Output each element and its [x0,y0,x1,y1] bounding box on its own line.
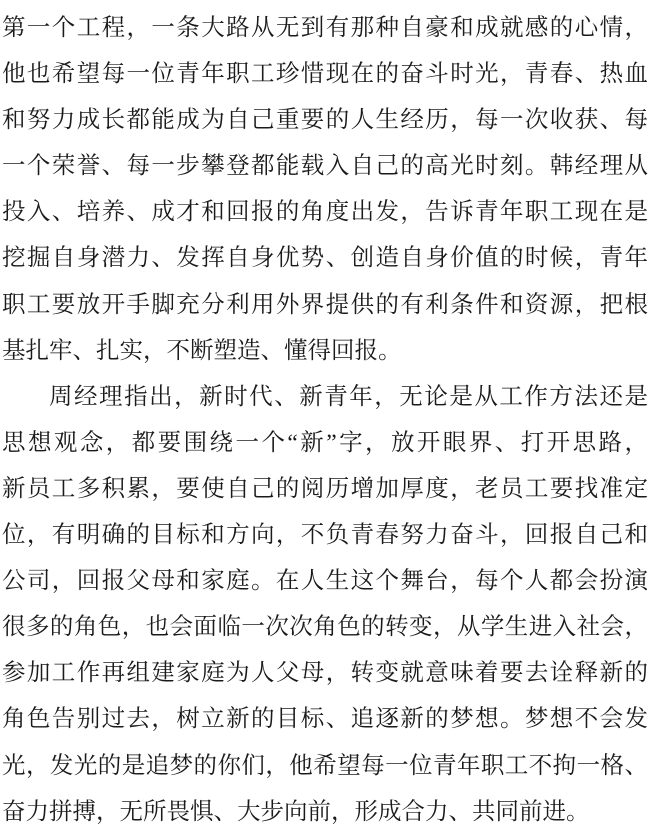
paragraph-zhou-manager [2,374,648,835]
text-line: 职工要放开手脚充分利用外界提供的有利条件和资源，把根 [2,291,648,318]
text-line: 思想观念，都要围绕一个“新”字，放开眼界、打开思路， [2,429,648,456]
text-line: 参加工作再组建家庭为人父母，转变就意味着要去诠释新的 [2,660,648,687]
text-line: 周经理指出，新时代、新青年，无论是从工作方法还是 [49,383,648,410]
text-line: 他也希望每一位青年职工珍惜现在的奋斗时光，青春、热血 [2,61,648,88]
text-line: 投入、培养、成才和回报的角度出发，告诉青年职工现在是 [2,199,648,226]
text-line: 第一个工程，一条大路从无到有那种自豪和成就感的心情， [2,15,648,41]
text-line: 位，有明确的目标和方向，不负青春努力奋斗，回报自己和 [2,522,648,549]
text-line: 很多的角色，也会面临一次次角色的转变，从学生进入社会， [2,614,648,641]
text-line: 挖掘自身潜力、发挥自身优势、创造自身价值的时候，青年 [2,245,648,272]
text-line: 基扎牢、扎实，不断塑造、懂得回报。 [2,337,402,364]
text-line: 一个荣誉、每一步攀登都能载入自己的高光时刻。韩经理从 [2,153,648,180]
text-line: 光，发光的是追梦的你们，他希望每一位青年职工不拘一格、 [2,752,648,779]
text-line: 奋力拼搏，无所畏惧、大步向前，形成合力、共同前进。 [2,798,590,825]
text-line: 和努力成长都能成为自己重要的人生经历，每一次收获、每 [2,107,648,134]
paragraph-continuation [2,5,648,374]
text-line: 公司，回报父母和家庭。在人生这个舞台，每个人都会扮演 [2,568,648,595]
text-line: 角色告别过去，树立新的目标、追逐新的梦想。梦想不会发 [2,706,648,733]
text-line: 新员工多积累，要使自己的阅历增加厚度，老员工要找准定 [2,475,648,502]
